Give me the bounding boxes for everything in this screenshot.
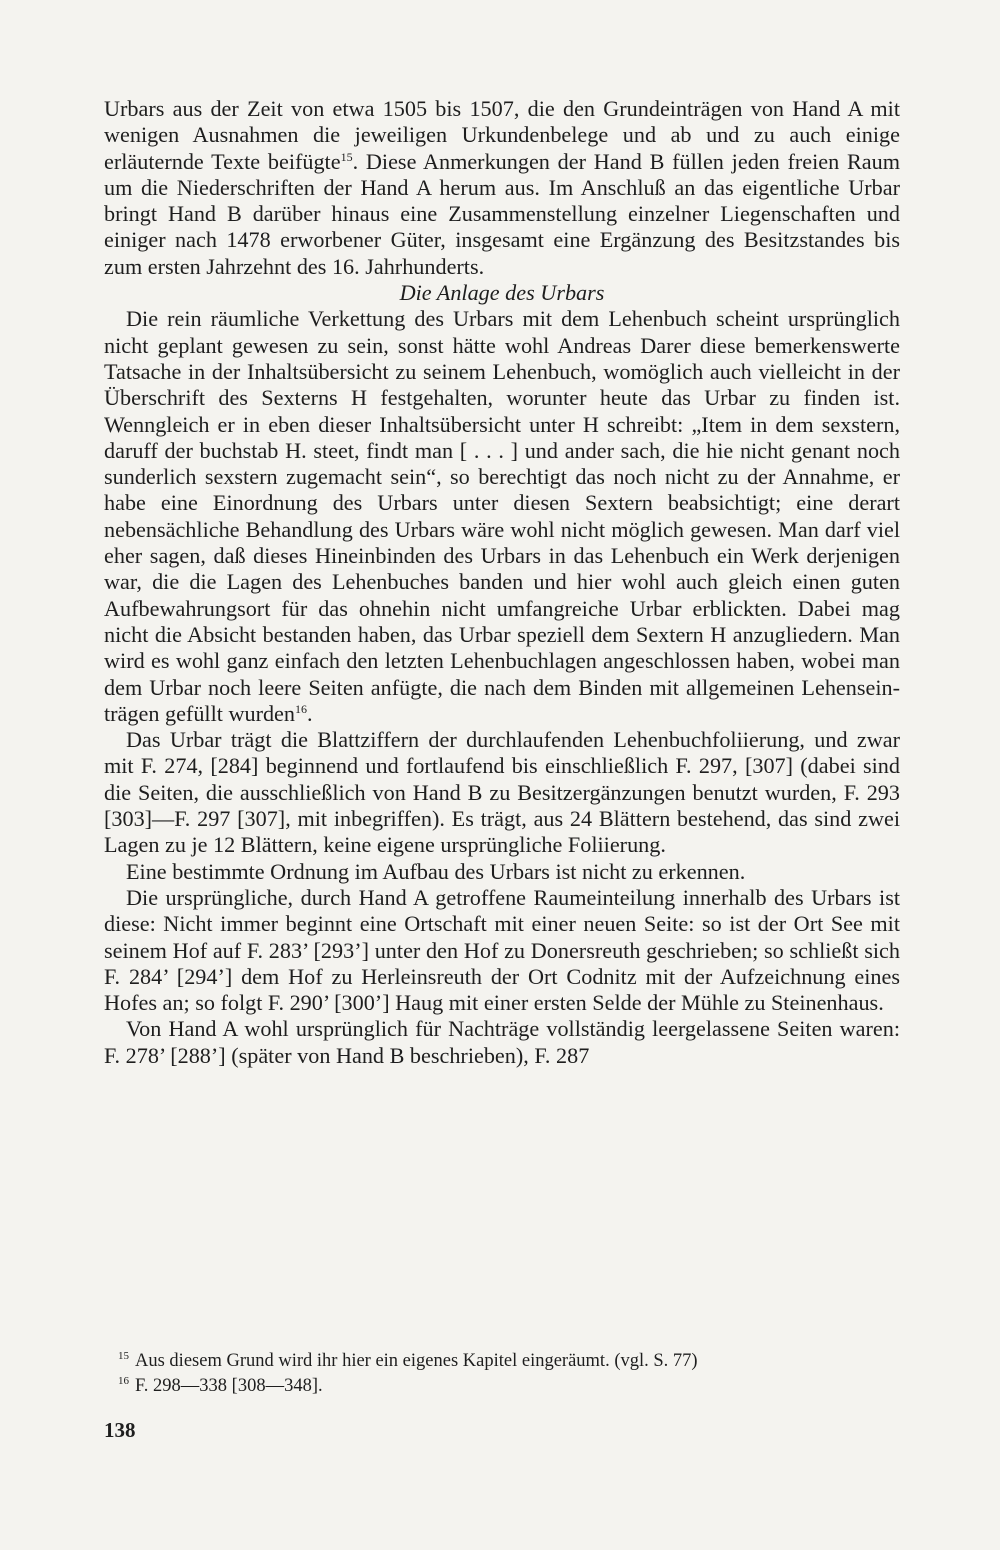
footnote-ref-15: 15: [340, 149, 353, 164]
paragraph-text: Die rein räumliche Verkettung des Urbars mit dem Lehenbuch scheint ursprünglich nicht geplant gewesen zu sein, sonst hätte wohl Andreas Darer diese bemerkenswerte Tatsache in der Inhaltsübersicht zu seinem Lehenbuch, womöglich auch vielleicht in der Überschrift des Sexterns H festgehalten, worunter heute das Urbar zu finden ist. Wenngleich er in eben dieser Inhaltsübersicht unter H schreibt: „Item in dem sexstern, daruff der buchstab H. steet, findt man [ . . . ] und ander sach, die hie nicht genant noch sunderlich sexstern zugemacht sein“, so berechtigt das noch nicht zu der Annahme, er habe eine Einordnung des Urbars unter diesen Sextern beabsichtigt; eine derart nebensächliche Behandlung des Urbars wäre wohl nicht möglich gewesen. Man darf viel eher sagen, daß dieses Hineinbinden des Urbars in das Lehenbuch ein Werk derjenigen war, die die Lagen des Lehenbuches banden und hier wohl auch gleich einen guten Aufbewahrungsort für das ohnehin nicht umfangreiche Urbar erblickten. Dabei mag nicht die Absicht bestanden haben, das Urbar speziell dem Sextern H anzugliedern. Man wird es wohl ganz einfach den letzten Lehenbuchlagen angeschlossen haben, wobei man dem Urbar noch leere Seiten anfügte, die nach dem Binden mit allgemeinen Lehenseinträgen gefüllt wurden: [104, 306, 900, 726]
page-number: 138: [104, 1418, 136, 1442]
footnote: [118, 1375, 898, 1400]
footnote-text: Aus diesem Grund wird ihr hier ein eigenes Kapitel eingeräumt. (vgl. S. 77): [135, 1351, 698, 1371]
paragraph: Das Urbar trägt die Blattziffern der durchlaufenden Lehenbuchfoliierung, und zwar mit F. 274, [284] beginnend und fortlaufend bis einschließlich F. 297, [307] (dabei sind die Seiten, die ausschließlich von Hand B zu Besitzergänzungen benutzt wurden, F. 293 [303]—F. 297 [307], mit inbegriffen). Es trägt, aus 24 Blättern bestehend, das sind zwei Lagen zu je 12 Blättern, keine eigene ursprüngliche Foliierung.: [104, 727, 900, 858]
paragraph-continuation: [104, 96, 900, 280]
paragraph: Eine bestimmte Ordnung im Aufbau des Urbars ist nicht zu erkennen.: [126, 858, 746, 884]
body-text: [104, 96, 900, 1069]
footnote-text: F. 298—338 [308—348].: [135, 1376, 323, 1396]
paragraph: [104, 306, 900, 727]
footnote-number: 16: [118, 1375, 129, 1387]
paragraph-text: Urbars aus der Zeit von etwa 1505 bis 1507, die den Grundeinträgen von Hand A mit wenigen Ausnahmen die jeweiligen Urkundenbelege und ab und zu auch einige erläuternde Texte beifügte: [104, 96, 900, 174]
footnotes: [118, 1350, 898, 1400]
footnote-number: 15: [118, 1350, 129, 1362]
paragraph-text: .: [307, 700, 313, 726]
section-heading: Die Anlage des Urbars: [399, 280, 605, 306]
paragraph: Von Hand A wohl ursprünglich für Nachträge vollständig leergelassene Seiten waren: F. 278’ [288’] (später von Hand B beschrieben), F. 287: [104, 1016, 900, 1068]
footnote-ref-16: 16: [295, 701, 307, 716]
footnote: [118, 1350, 898, 1375]
paragraph-text: . Diese Anmerkungen der Hand B füllen jeden freien Raum um die Niederschriften der Hand A herum aus. Im Anschluß an das eigentliche Urbar bringt Hand B darüber hinaus eine Zusammenstellung einzelner Liegenschaften und einiger nach 1478 erworbener Güter, insgesamt eine Ergänzung des Besitzstandes bis zum ersten Jahrzehnt des 16. Jahrhunderts.: [104, 148, 900, 279]
paragraph: Die ursprüngliche, durch Hand A getroffene Raumeinteilung innerhalb des Urbars ist diese: Nicht immer beginnt eine Ortschaft mit einer neuen Seite: so ist der Ort See mit seinem Hof auf F. 283’ [293’] unter den Hof zu Donersreuth geschrieben; so schließt sich F. 284’ [294’] dem Hof zu Herleinsreuth der Ort Codnitz mit der Aufzeichnung eines Hofes an; so folgt F. 290’ [300’] Haug mit einer ersten Selde der Mühle zu Steinenhaus.: [104, 884, 900, 1016]
